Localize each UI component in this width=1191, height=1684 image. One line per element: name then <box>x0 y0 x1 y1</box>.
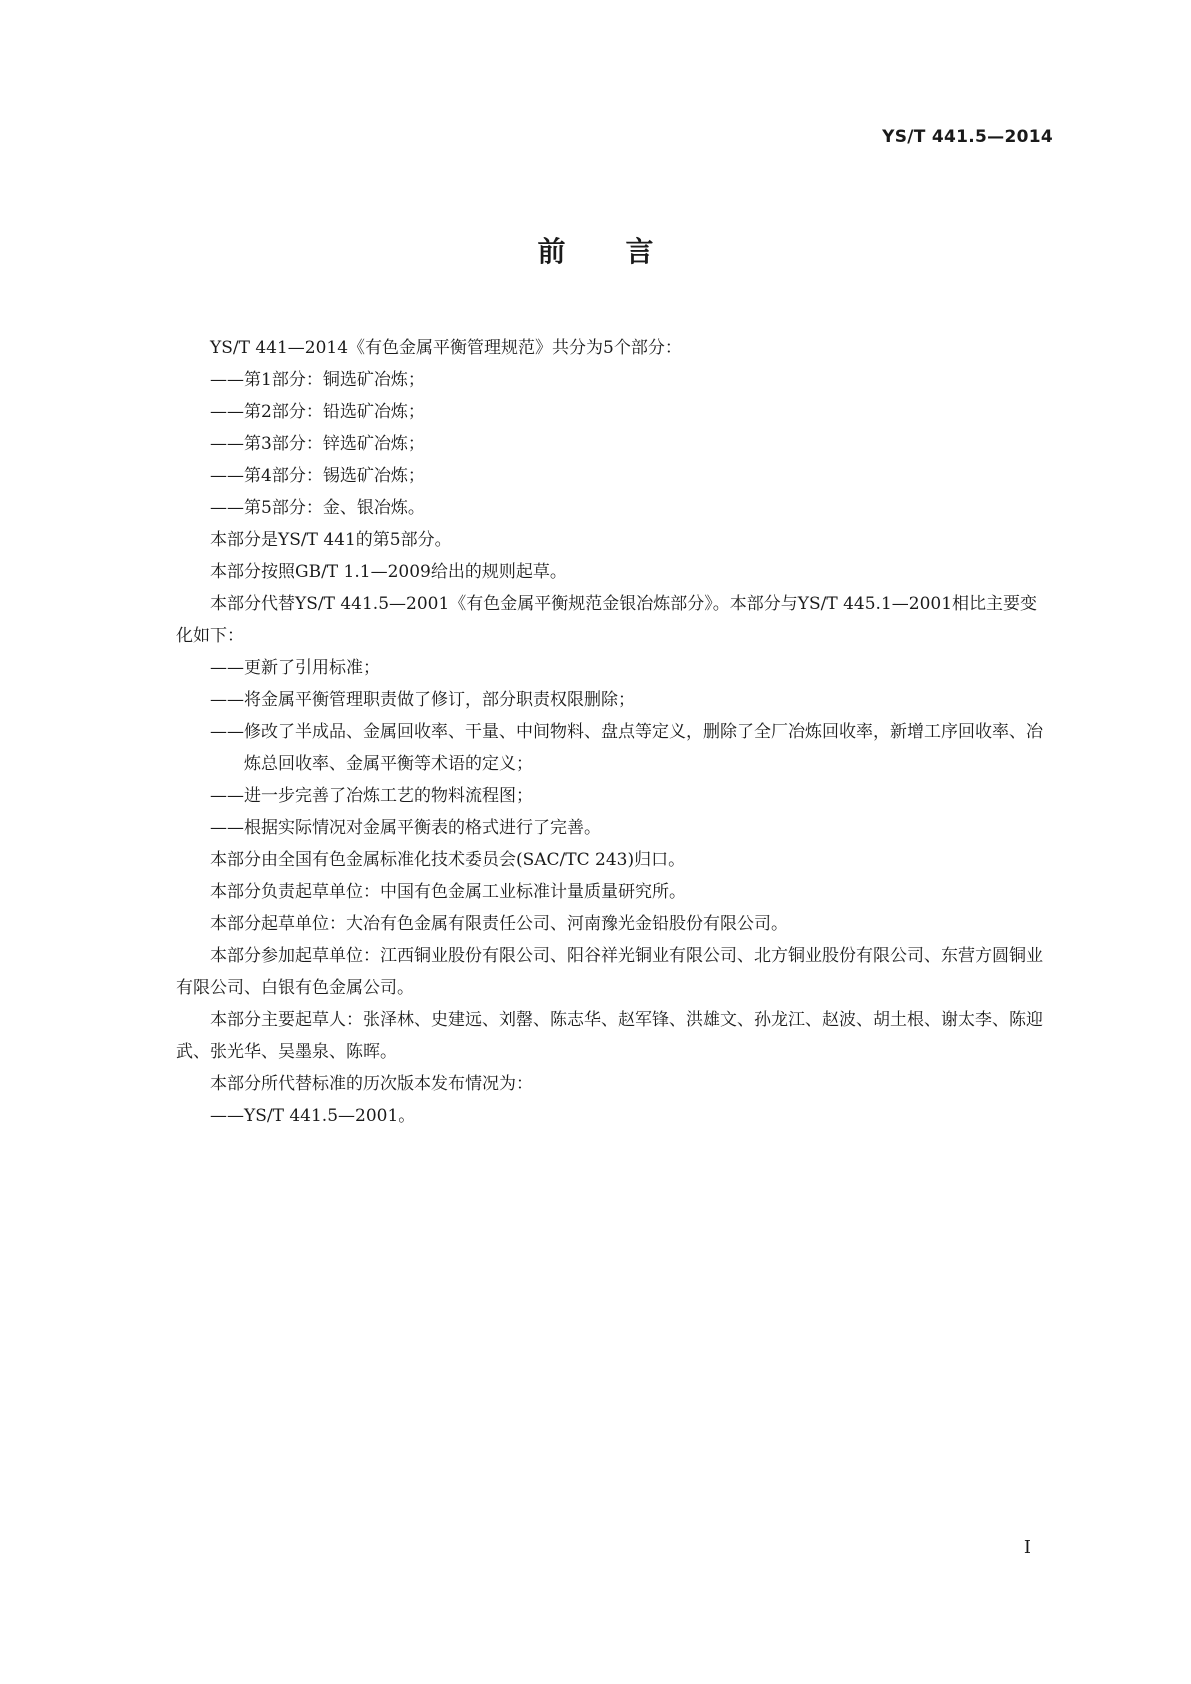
list-item-part-5: ——第5部分：金、银冶炼。 <box>210 498 425 518</box>
paragraph-parts-intro: YS/T 441—2014《有色金属平衡管理规范》共分为5个部分： <box>210 338 682 358</box>
list-item-previous-version: ——YS/T 441.5—2001。 <box>210 1106 416 1126</box>
page-title: 前言 <box>537 235 714 268</box>
list-item-part-1: ——第1部分：铜选矿冶炼； <box>210 370 425 390</box>
list-item-change-5: ——根据实际情况对金属平衡表的格式进行了完善。 <box>210 818 601 838</box>
paragraph-drafting-rules: 本部分按照GB/T 1.1—2009给出的规则起草。 <box>210 562 567 582</box>
list-item-part-3: ——第3部分：锌选矿冶炼； <box>210 434 425 454</box>
page-number: I <box>1023 1537 1031 1558</box>
paragraph-this-part: 本部分是YS/T 441的第5部分。 <box>210 530 452 550</box>
list-item-part-4: ——第4部分：锡选矿冶炼； <box>210 466 425 486</box>
list-item-change-3: ——修改了半成品、金属回收率、干量、中间物料、盘点等定义，删除了全厂冶炼回收率，新增工序回收率、冶炼总回收率、金属平衡等术语的定义； <box>210 722 1043 774</box>
standard-code: YS/T 441.5—2014 <box>882 127 1053 147</box>
paragraph-replaces: 本部分代替YS/T 441.5—2001《有色金属平衡规范金银冶炼部分》。本部分与YS/T 445.1—2001相比主要变化如下： <box>176 594 1038 646</box>
list-item-change-4: ——进一步完善了冶炼工艺的物料流程图； <box>210 786 533 806</box>
list-item-part-2: ——第2部分：铅选矿冶炼； <box>210 402 425 422</box>
list-item-change-2: ——将金属平衡管理职责做了修订，部分职责权限删除； <box>210 690 635 710</box>
foreword-body <box>176 332 1054 1132</box>
paragraph-drafting-units: 本部分起草单位：大冶有色金属有限责任公司、河南豫光金铅股份有限公司。 <box>210 914 788 934</box>
paragraph-committee: 本部分由全国有色金属标准化技术委员会(SAC/TC 243)归口。 <box>210 850 686 870</box>
paragraph-drafters: 本部分主要起草人：张泽林、史建远、刘罄、陈志华、赵军锋、洪雄文、孙龙江、赵波、胡土根、谢太李、陈迎武、张光华、吴墨泉、陈晖。 <box>176 1010 1043 1062</box>
paragraph-participating-units: 本部分参加起草单位：江西铜业股份有限公司、阳谷祥光铜业有限公司、北方铜业股份有限公司、东营方圆铜业有限公司、白银有色金属公司。 <box>176 946 1043 998</box>
list-item-change-1: ——更新了引用标准； <box>210 658 380 678</box>
paragraph-responsible-unit: 本部分负责起草单位：中国有色金属工业标准计量质量研究所。 <box>210 882 686 902</box>
paragraph-version-history: 本部分所代替标准的历次版本发布情况为： <box>210 1074 533 1094</box>
